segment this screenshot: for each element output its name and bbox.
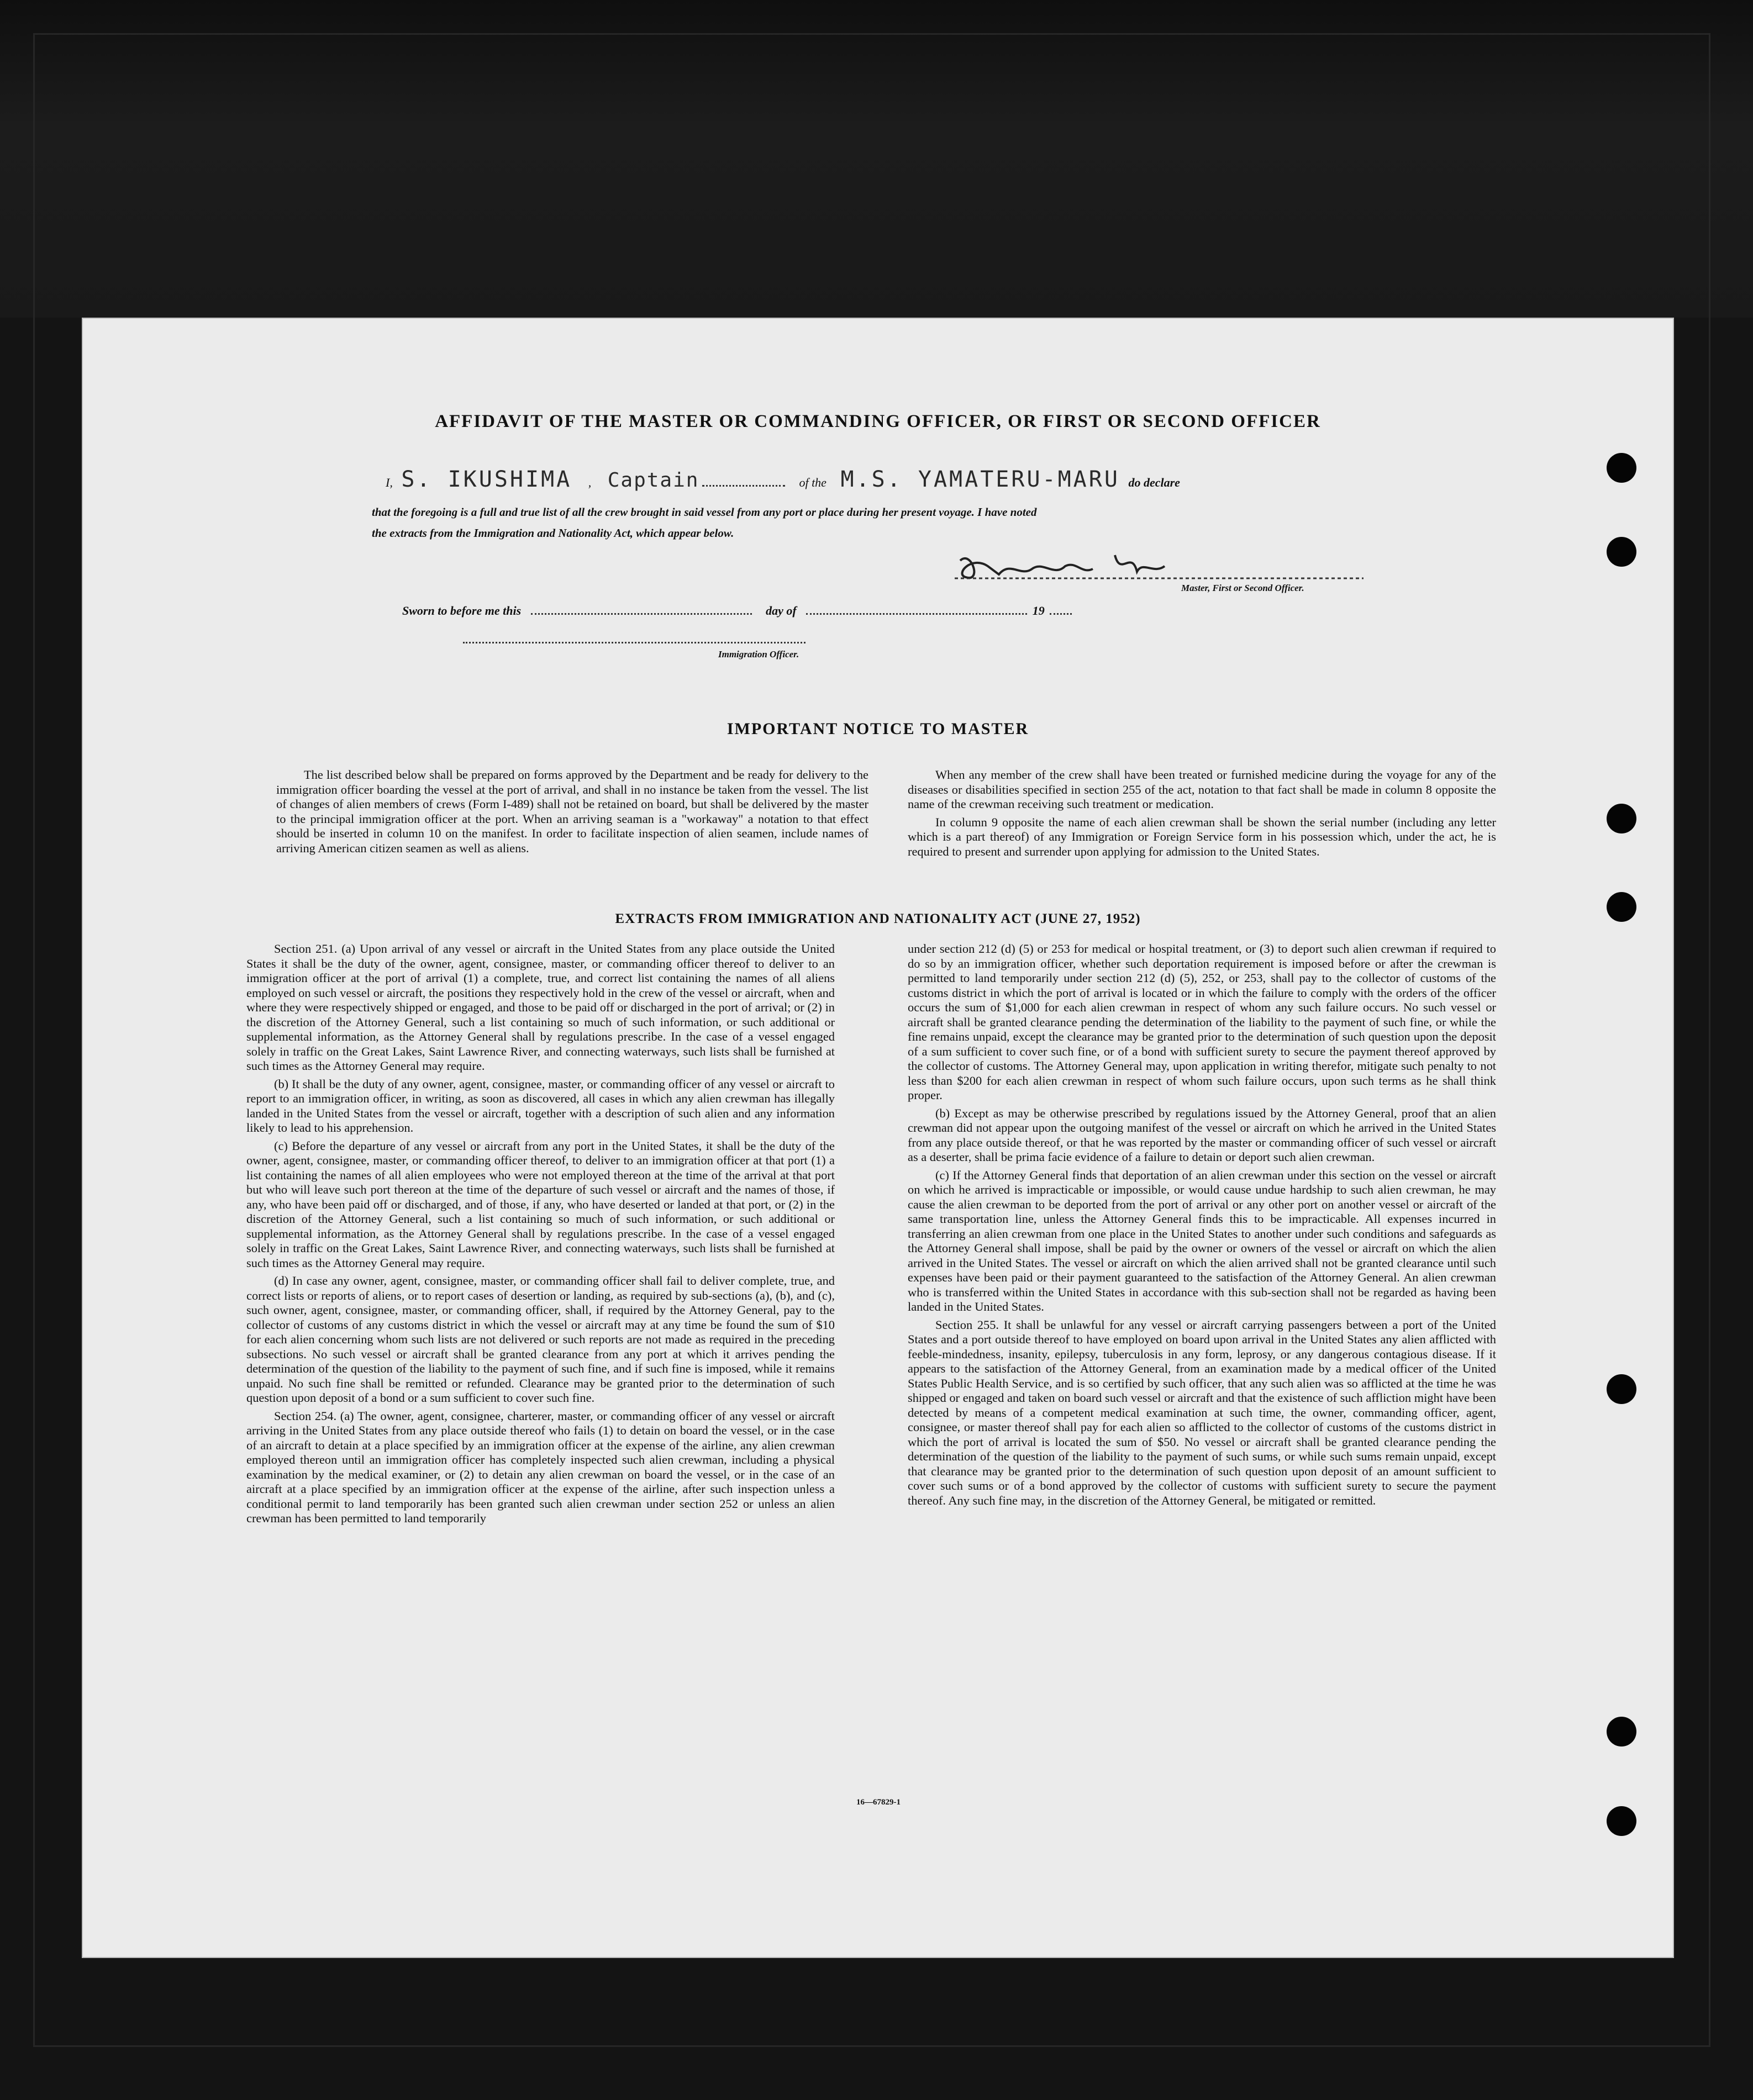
declaration-line: I, S. IKUSHIMA , Captain of the M.S. YAMATERU-MARU do declare [386, 467, 1180, 492]
vessel-name: M.S. YAMATERU-MARU [840, 467, 1120, 492]
section-251-b: (b) It shall be the duty of any owner, agent, consignee, master, or commanding officer of any vessel or aircraft to report to an immigration officer, in writing, as soon as discovered, all cases in which any alien crewman has illegally landed in the United States from the vessel or aircraft, together with a description of such alien and any information likely to lead to his apprehension. [246, 1077, 835, 1135]
prefix-i: I, [386, 476, 393, 489]
section-254-b: (b) Except as may be otherwise prescribed by regulations issued by the Attorney General, proof that an alien crewman did not appear upon the outgoing manifest of the vessel or aircraft on which he arrived in the United States from any place outside thereof, or that he was reported by the master or commanding officer of such vessel or aircraft as a deserter, shall be prima facie evidence of a failure to detain or deport such alien crewman. [908, 1106, 1496, 1164]
punch-hole [1607, 537, 1636, 567]
form-code: 16—67829-1 [856, 1798, 901, 1807]
punch-hole [1607, 1806, 1636, 1836]
section-254-a-continued: under section 212 (d) (5) or 253 for medical or hospital treatment, or (3) to deport such alien crewman if required to do so by an immigration officer, whether such deportation requirement is imposed before or after the crewman is permitted to land temporarily under section 212 (d) (5), 252, or 253, shall pay to the collector of customs of the customs district in which the port of arrival is located or in which the failure to comply with the orders of the officer occurs the sum of $1,000 for each alien crewman in respect of whom any such failure occurs. No such vessel or aircraft shall be granted clearance pending the determination of the liability to the payment of such fine, or while the fine remains unpaid, except the clearance may be granted prior to the determination of such question upon the deposit of a sum sufficient to cover such fine, or of a bond with sufficient surety to secure the payment thereof approved by the collector of customs. The Attorney General may, upon application in writing therefor, mitigate such penalty to not less than $200 for each alien crewman in respect of whom such failure occurs, upon such terms as he shall think proper. [908, 942, 1496, 1102]
of-the-text: of the [799, 476, 827, 489]
punch-hole [1607, 1374, 1636, 1404]
notice-left-column [276, 768, 868, 856]
section-255: Section 255. It shall be unlawful for any vessel or aircraft carrying passengers between a port of the United States and a port outside thereof to have employed on board upon arrival in the United States any alien afflicted with feeble-mindedness, insanity, epilepsy, tuberculosis in any form, leprosy, or any dangerous contagious disease. If it appears to the satisfaction of the Attorney General, from an examination made by a medical officer of the United States Public Health Service, and is so certified by such officer, that any such alien was so afflicted at the time he was shipped or engaged and taken on board such vessel or aircraft and that the existence of such affliction might have been detected by means of a competent medical examination at such time, the owner, commanding officer, agent, consignee, or master thereof shall pay for each alien so afflicted to the collector of customs of the customs district in which the port of arrival is located the sum of $50. No vessel or aircraft shall be granted clearance pending the determination of the question of the liability to the payment of such sums, or while such sums remain unpaid, except that clearance may be granted prior to the determination of such question upon deposit of an amount sufficient to cover such sums or of a bond approved by the collector of customs with sufficient surety to secure the payment thereof. Any such fine may, in the discretion of the Attorney General, be mitigated or remitted. [908, 1317, 1496, 1507]
year-prefix: 19 [1032, 604, 1045, 618]
extracts-right-column [908, 942, 1496, 1787]
section-254-a: Section 254. (a) The owner, agent, consignee, charterer, master, or commanding officer of any vessel or aircraft arriving in the United States from any place outside thereof who fails (1) to detain on board the vessel, or in the case of an aircraft to detain at a place specified by an immigration officer at the expense of the airline, any alien crewman employed thereon until an immigration officer has completely inspected such alien crewman, including a physical examination by the medical examiner, or (2) to detain any alien crewman on board the vessel, or in the case of an aircraft at a place specified by an immigration officer at the expense of the airline, after such inspection unless a conditional permit to land temporarily has been granted such alien crewman under section 252 or unless an alien crewman has been permitted to land temporarily [246, 1408, 835, 1525]
sworn-line [402, 604, 1072, 618]
punch-hole [1607, 1717, 1636, 1747]
notice-right-paragraph-2: In column 9 opposite the name of each alien crewman shall be shown the serial number (including any letter which is a part thereof) of any Immigration or Foreign Service form in his possession which, under the act, he is required to present and surrender upon applying for admission to the United States. [908, 815, 1496, 858]
notice-title: IMPORTANT NOTICE TO MASTER [727, 720, 1029, 738]
day-of-text: day of [766, 604, 797, 618]
officer-signature-line [463, 632, 806, 647]
sworn-month-field[interactable] [806, 608, 1027, 615]
statement-line-1: that the foregoing is a full and true list of all the crew brought in said vessel from any port or place during her present voyage. I have noted [372, 505, 1037, 519]
sworn-date-field[interactable] [531, 608, 752, 615]
section-251-d: (d) In case any owner, agent, consignee, master, or commanding officer shall fail to deliver complete, true, and correct lists or reports of aliens, or to report cases of desertion or landing, as required by sub-sections (a), (b), and (c), such owner, agent, consignee, master, or commanding officer, shall, if required by the Attorney General, pay to the collector of customs of any customs district in which the vessel or aircraft may at any time be found the sum of $10 for each alien concerning whom such lists are not delivered or such reports are not made as required in the preceding subsections. No such vessel or aircraft shall be granted clearance from any port at which it arrives pending the determination of the question of the liability to the payment of such fine, and if such fine is imposed, while it remains unpaid. No such fine shall be remitted or refunded. Clearance may be granted prior to the determination of such question upon deposit of a bond or a sum sufficient to cover such fine. [246, 1274, 835, 1405]
notice-right-column [908, 768, 1496, 859]
master-rank: Captain [607, 469, 699, 492]
notice-right-paragraph-1: When any member of the crew shall have been treated or furnished medicine during the voyage for any of the diseases or disabilities specified in section 255 of the act, notation to that fact shall be made in column 8 opposite the name of the crewman receiving such treatment or medication. [908, 768, 1496, 811]
officer-signature-field[interactable] [463, 636, 806, 643]
section-251-c: (c) Before the departure of any vessel or aircraft from any port in the United States, it shall be the duty of the owner, agent, consignee, master, or commanding officer thereof, to deliver to an immigration officer at that port (1) a list containing the names of all alien employees who were not employed thereon at the time of the arrival at that port but who will leave such port thereon at the time of the departure of such vessel or aircraft and the names of those, if any, who have been paid off or discharged, and of those, if any, who have deserted or landed at that port, or (2) in the discretion of the Attorney General, such a list containing so much of such information, or such additional or supplemental information, as the Attorney General shall by regulations prescribe. In the case of a vessel engaged solely in traffic on the Great Lakes, Saint Lawrence River, and connecting waterways, such lists shall be furnished at such times as the Attorney General may require. [246, 1138, 835, 1270]
punch-hole [1607, 453, 1636, 483]
punch-hole [1607, 804, 1636, 833]
sworn-year-field[interactable] [1050, 608, 1072, 615]
section-254-c: (c) If the Attorney General finds that deportation of an alien crewman under this section on the vessel or aircraft on which he arrived is impracticable or impossible, or would cause undue hardship to such alien crewman, he may cause the alien crewman to be deported from the port of arrival or any other port on another vessel or aircraft of the same transportation line, unless the Attorney General finds this to be impracticable. All expenses incurred in transferring an alien crewman from one place in the United States to another under such conditions and safeguards as the Attorney General shall impose, shall be paid by the owner or owners of the vessel or aircraft on which the alien arrived in the United States. The vessel or aircraft on which the alien arrived shall not be granted clearance until such expenses have been paid or their payment guaranteed to the satisfaction of the Attorney General. An alien crewman who is transferred within the United States in accordance with this sub-section shall not be regarded as having been landed in the United States. [908, 1168, 1496, 1313]
punch-hole [1607, 892, 1636, 922]
extracts-title: EXTRACTS FROM IMMIGRATION AND NATIONALITY ACT (JUNE 27, 1952) [615, 911, 1141, 926]
sworn-prefix: Sworn to before me this [402, 604, 522, 618]
master-signature [949, 544, 1369, 588]
notice-left-paragraph: The list described below shall be prepared on forms approved by the Department and be ready for delivery to the immigration officer boarding the vessel at the port of arrival, and shall in no instance be taken from the vessel. The list of changes of alien members of crews (Form I-489) shall not be retained on board, but shall be delivered by the master to the principal immigration officer at the port. When an arriving seaman is a "workaway" a notation to that effect should be inserted in column 10 on the manifest. In order to facilitate inspection of alien seamen, include names of arriving American citizen seamen as well as aliens. [276, 768, 868, 855]
do-declare-text: do declare [1128, 476, 1180, 489]
document-page [82, 318, 1674, 1958]
officer-caption: Immigration Officer. [718, 649, 799, 659]
section-251-a: Section 251. (a) Upon arrival of any vessel or aircraft in the United States from any place outside the United States it shall be the duty of the owner, agent, consignee, master, or commanding officer thereof to deliver to an immigration officer at the port of arrival (1) a complete, true, and correct list containing the names of all aliens employed on such vessel or aircraft, the positions they respectively hold in the crew of the vessel or aircraft, when and where they were respectively shipped or engaged, and those to be paid off or discharged in the port of arrival; or (2) in the discretion of the Attorney General, such a list containing so much of such information, or such additional or supplemental information, as the Attorney General shall by regulations prescribe. In the case of a vessel engaged solely in traffic on the Great Lakes, Saint Lawrence River, and connecting waterways, such lists shall be furnished at such times as the Attorney General may require. [246, 942, 835, 1073]
extracts-left-column [246, 942, 835, 1787]
master-caption: Master, First or Second Officer. [1181, 583, 1304, 593]
affidavit-title: AFFIDAVIT OF THE MASTER OR COMMANDING OFFICER, OR FIRST OR SECOND OFFICER [435, 411, 1321, 431]
statement-line-2: the extracts from the Immigration and Nationality Act, which appear below. [372, 526, 734, 540]
master-name: S. IKUSHIMA [401, 467, 572, 492]
